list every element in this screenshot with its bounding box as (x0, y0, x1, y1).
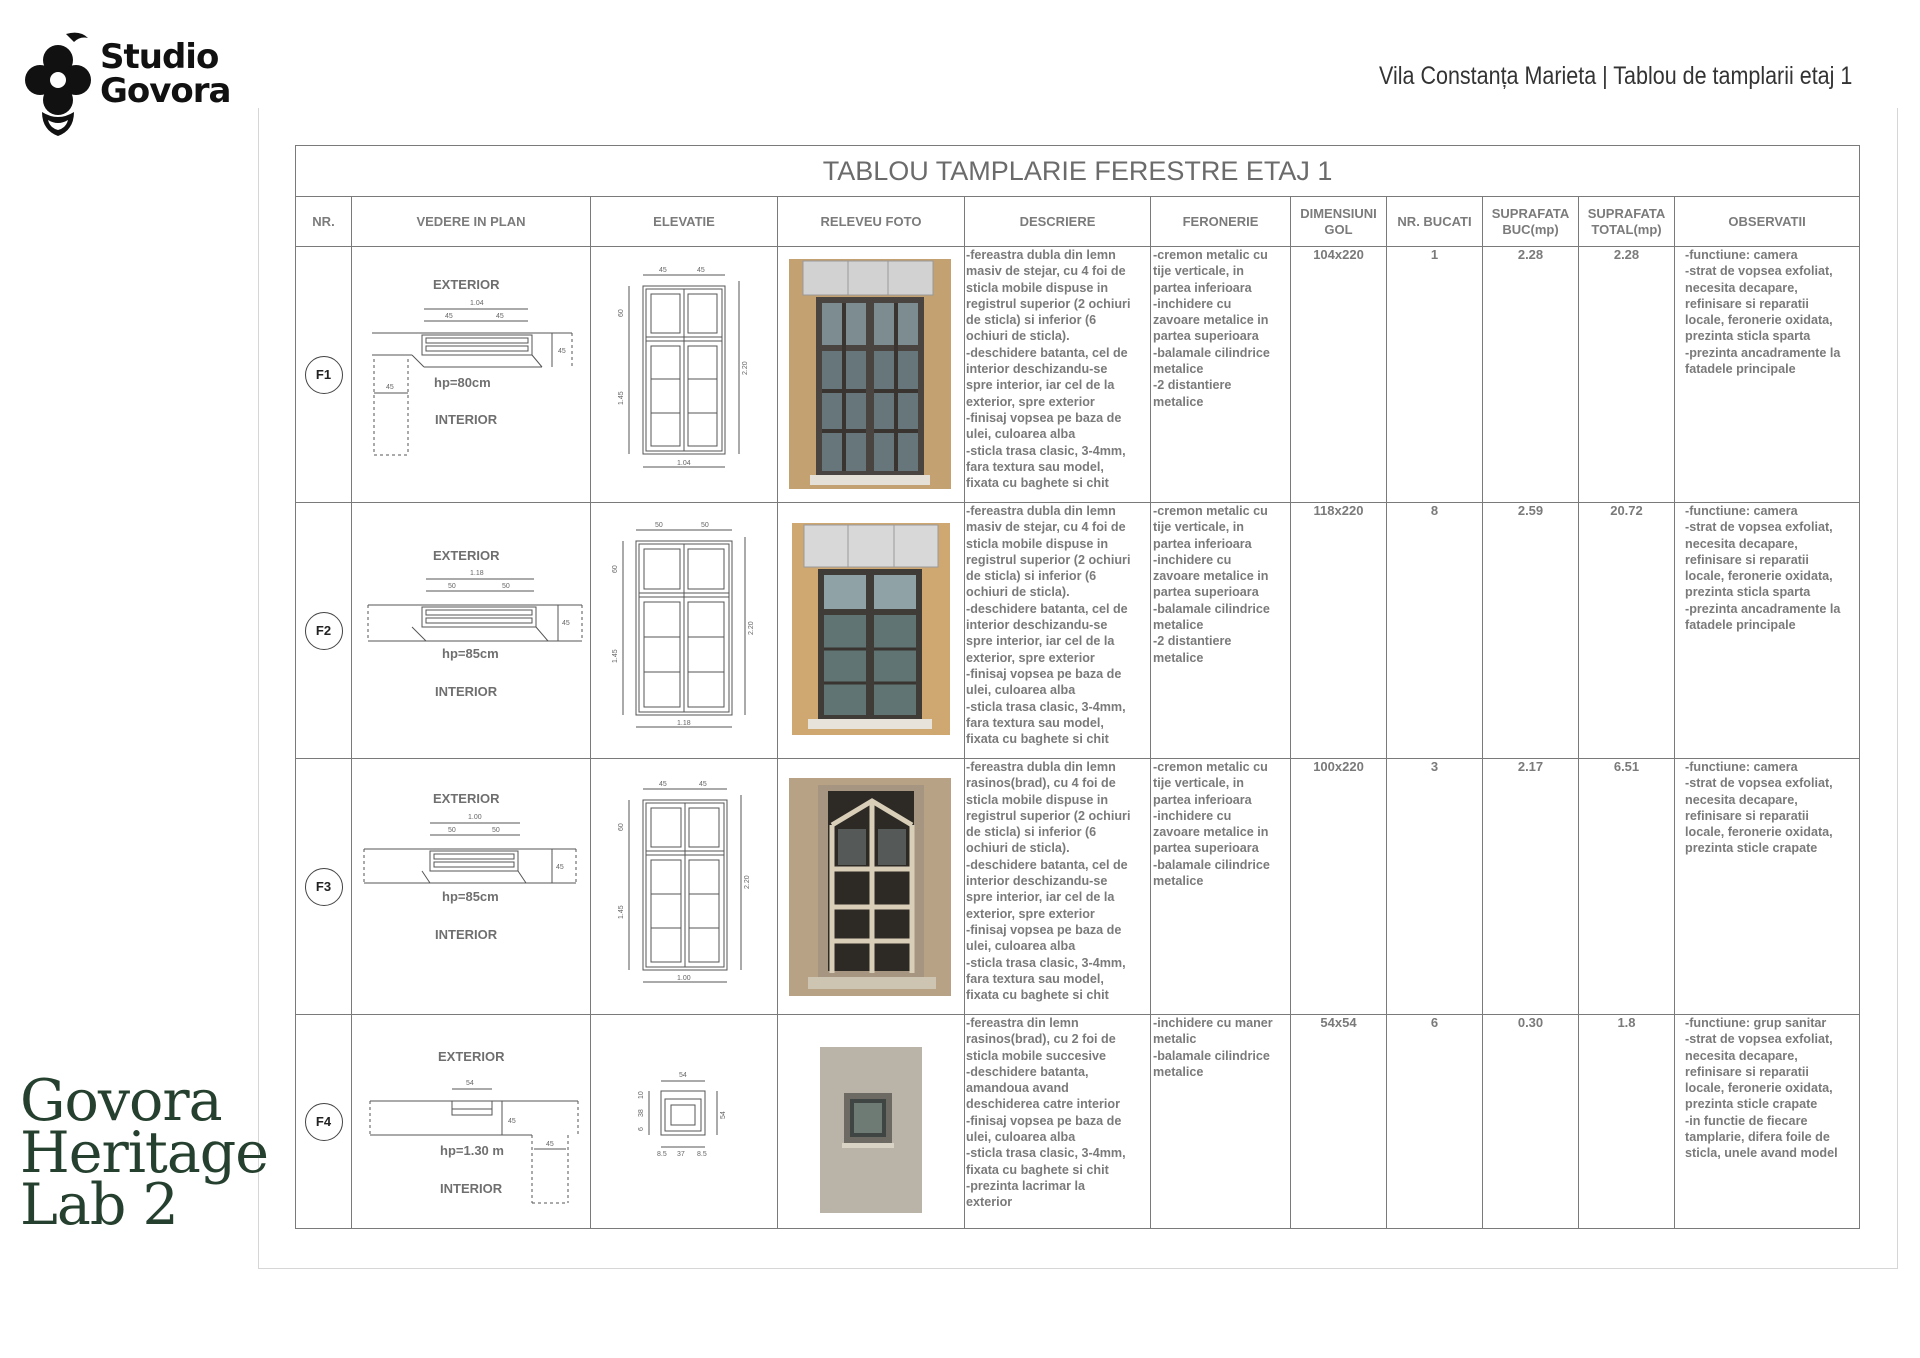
text-line: locale, feronerie oxidata, (1685, 569, 1833, 584)
text-line: partea superioara (1153, 841, 1259, 856)
table-header-row (296, 197, 1860, 247)
plan-exterior-label: EXTERIOR (433, 791, 500, 806)
text-line: -finisaj vopsea pe baza de (966, 922, 1122, 937)
hardware-cell (1151, 759, 1291, 1015)
row-id-badge: F1 (305, 356, 343, 394)
plan-hp-label: hp=80cm (434, 375, 491, 390)
area-unit-value: 2.17 (1483, 759, 1579, 1015)
dimensions-value: 54x54 (1291, 1015, 1387, 1229)
text-line: -functiune: camera (1685, 760, 1798, 774)
plan-dim-a: 50 (448, 583, 456, 590)
row-number-cell (296, 759, 352, 1015)
text-line: registrul superior (2 ochiuri (966, 552, 1131, 567)
dimensions-value: 100x220 (1291, 759, 1387, 1015)
text-line: locale, feronerie oxidata, (1685, 313, 1833, 328)
text-line: -deschidere batanta, cel de (966, 857, 1128, 872)
text-line: locale, feronerie oxidata, (1685, 825, 1833, 840)
text-line: -prezinta ancadramente la (1685, 345, 1841, 360)
elev-left-top: 60 (618, 823, 625, 831)
count-value: 6 (1387, 1015, 1483, 1229)
count-value: 3 (1387, 759, 1483, 1015)
elev-bottom-a: 8.5 (657, 1151, 667, 1158)
text-line: -balamale cilindrice (1153, 857, 1270, 872)
row-id-badge: F3 (305, 868, 343, 906)
observation-lines (1675, 247, 1859, 377)
text-line: registrul superior (2 ochiuri (966, 296, 1131, 311)
text-line: -fereastra din lemn (966, 1016, 1079, 1030)
lab-line2: Heritage (20, 1120, 269, 1186)
plan-dim-a: 50 (448, 827, 456, 834)
text-line: partea inferioara (1153, 792, 1252, 807)
text-line: -finisaj vopsea pe baza de (966, 666, 1122, 681)
text-line: metalice (1153, 650, 1204, 665)
description-lines (965, 759, 1150, 1003)
text-line: refinisare si reparatii (1685, 1064, 1809, 1079)
plan-view-cell (352, 503, 591, 759)
text-line: exterior (966, 1195, 1013, 1210)
text-line: necesita decapare, (1685, 280, 1798, 295)
elevation-drawing (591, 247, 778, 502)
elev-left-c: 6 (638, 1127, 645, 1131)
text-line: -sticla trasa clasic, 3-4mm, (966, 955, 1126, 970)
text-line: -cremon metalic cu (1153, 248, 1268, 262)
plan-interior-label: INTERIOR (435, 684, 498, 699)
text-line: interior deschizandu-se (966, 874, 1108, 889)
brand-name-line2: Govora (100, 71, 231, 111)
table-row (296, 1015, 1860, 1229)
text-line: interior deschizandu-se (966, 618, 1108, 633)
observations-cell (1675, 759, 1860, 1015)
text-line: -strat de vopsea exfoliat, (1685, 520, 1833, 535)
plan-hp-label: hp=85cm (442, 646, 499, 661)
text-line: prezinta sticle crapate (1685, 841, 1818, 856)
text-line: necesita decapare, (1685, 792, 1798, 807)
elev-left-bottom: 1.45 (612, 649, 619, 663)
text-line: partea inferioara (1153, 536, 1252, 551)
text-line: -balamale cilindrice (1153, 601, 1270, 616)
plan-hp-label: hp=1.30 m (440, 1143, 504, 1158)
elevation-drawing (591, 503, 778, 758)
hardware-cell (1151, 503, 1291, 759)
window-photo-f1 (778, 247, 965, 502)
text-line: -finisaj vopsea pe baza de (966, 1113, 1122, 1128)
header-dimensions: DIMENSIUNI GOL (1291, 197, 1387, 247)
plan-drawing (352, 1015, 591, 1228)
elev-left-bottom: 1.45 (618, 391, 625, 405)
text-line: zavoare metalice in (1153, 569, 1269, 584)
plan-exterior-label: EXTERIOR (438, 1049, 505, 1064)
elev-left-a: 10 (638, 1091, 645, 1099)
plan-dim-side: 45 (562, 620, 570, 627)
text-line: prezinta sticla sparta (1685, 585, 1811, 600)
text-line: masiv de stejar, cu 4 foi de (966, 264, 1126, 279)
row-id-badge: F2 (305, 612, 343, 650)
elev-top-b: 45 (699, 781, 707, 788)
text-line: -inchidere cu maner (1153, 1016, 1273, 1030)
window-photo-f2 (778, 503, 965, 758)
plan-dim-left: 45 (386, 384, 394, 391)
text-line: fara textura sau model, (966, 971, 1104, 986)
table-row (296, 503, 1860, 759)
text-line: necesita decapare, (1685, 536, 1798, 551)
elev-bottom: 1.18 (677, 720, 691, 727)
text-line: registrul superior (2 ochiuri (966, 808, 1131, 823)
plan-view-cell (352, 1015, 591, 1229)
hardware-cell (1151, 1015, 1291, 1229)
elev-top-b: 50 (701, 522, 709, 529)
elev-top-a: 45 (659, 267, 667, 274)
text-line: -functiune: camera (1685, 248, 1798, 262)
text-line: -fereastra dubla din lemn (966, 248, 1116, 262)
text-line: de sticla) si inferior (6 (966, 313, 1097, 328)
window-photo-f3 (778, 759, 965, 1014)
text-line: de sticla) si inferior (6 (966, 825, 1097, 840)
text-line: fixata cu baghete si chit (966, 1162, 1109, 1177)
text-line: metalice (1153, 618, 1204, 633)
plan-dim-b: 50 (492, 827, 500, 834)
text-line: ulei, culoarea alba (966, 1130, 1076, 1145)
elev-top: 54 (679, 1072, 687, 1079)
plan-view-cell (352, 247, 591, 503)
plan-interior-label: INTERIOR (440, 1181, 503, 1196)
plan-dim-total: 1.00 (468, 814, 482, 821)
text-line: tije verticale, in (1153, 264, 1244, 279)
header-nr: NR. (296, 197, 352, 247)
photo-cell (778, 503, 965, 759)
window-schedule-table (295, 145, 1860, 1229)
elevation-cell (591, 503, 778, 759)
plan-dim-a: 45 (445, 313, 453, 320)
text-line: refinisare si reparatii (1685, 808, 1809, 823)
elev-bottom: 1.00 (677, 975, 691, 982)
text-line: -finisaj vopsea pe baza de (966, 410, 1122, 425)
description-lines (965, 1015, 1150, 1211)
hardware-lines (1151, 759, 1290, 889)
dimensions-value: 104x220 (1291, 247, 1387, 503)
text-line: sticla, unele avand model (1685, 1146, 1838, 1161)
plan-view-cell (352, 759, 591, 1015)
text-line: prezinta sticle crapate (1685, 1097, 1818, 1112)
elevation-drawing (591, 1015, 778, 1228)
elev-right: 2.20 (742, 361, 749, 375)
hardware-lines (1151, 1015, 1290, 1080)
text-line: metalice (1153, 874, 1204, 889)
text-line: fixata cu baghete si chit (966, 476, 1109, 491)
text-line: -cremon metalic cu (1153, 760, 1268, 774)
plan-interior-label: INTERIOR (435, 412, 498, 427)
text-line: zavoare metalice in (1153, 825, 1269, 840)
plan-dim-right: 45 (546, 1141, 554, 1148)
plan-dim-side: 45 (556, 864, 564, 871)
text-line: -inchidere cu (1153, 296, 1232, 311)
plan-dim-b: 50 (502, 583, 510, 590)
lab-line3: Lab 2 (20, 1172, 178, 1238)
elev-left-bottom: 1.45 (618, 905, 625, 919)
header-plan: VEDERE IN PLAN (352, 197, 591, 247)
text-line: -cremon metalic cu (1153, 504, 1268, 518)
table-row (296, 247, 1860, 503)
text-line: -fereastra dubla din lemn (966, 504, 1116, 518)
description-cell (965, 759, 1151, 1015)
area-total-value: 2.28 (1579, 247, 1675, 503)
text-line: locale, feronerie oxidata, (1685, 1081, 1833, 1096)
text-line: -strat de vopsea exfoliat, (1685, 264, 1833, 279)
text-line: deschiderea catre interior (966, 1097, 1120, 1112)
elev-top-b: 45 (697, 267, 705, 274)
elevation-cell (591, 1015, 778, 1229)
header-count: NR. BUCATI (1387, 197, 1483, 247)
elev-left-top: 60 (612, 565, 619, 573)
text-line: -balamale cilindrice (1153, 1048, 1270, 1063)
area-total-value: 20.72 (1579, 503, 1675, 759)
text-line: sticla mobile dispuse in (966, 536, 1109, 551)
text-line: ulei, culoarea alba (966, 939, 1076, 954)
text-line: ochiuri de sticla). (966, 841, 1070, 856)
plan-exterior-label: EXTERIOR (433, 548, 500, 563)
elev-bottom-c: 8.5 (697, 1151, 707, 1158)
header-hardware: FERONERIE (1151, 197, 1291, 247)
text-line: -2 distantiere (1153, 378, 1232, 393)
text-line: partea inferioara (1153, 280, 1252, 295)
text-line: -sticla trasa clasic, 3-4mm, (966, 1146, 1126, 1161)
observation-lines (1675, 1015, 1859, 1162)
plan-dim-total: 54 (466, 1080, 474, 1087)
text-line: ochiuri de sticla). (966, 329, 1070, 344)
description-lines (965, 503, 1150, 747)
text-line: fatadele principale (1685, 618, 1796, 633)
count-value: 1 (1387, 247, 1483, 503)
text-line: partea superioara (1153, 329, 1259, 344)
lab-line1: Govora (20, 1068, 222, 1134)
text-line: ulei, culoarea alba (966, 427, 1076, 442)
header-observations: OBSERVATII (1675, 197, 1860, 247)
elev-left-b: 38 (638, 1109, 645, 1117)
flower-logo-icon (22, 30, 94, 145)
area-unit-value: 0.30 (1483, 1015, 1579, 1229)
text-line: metalice (1153, 394, 1204, 409)
plan-dim-side: 45 (558, 348, 566, 355)
text-line: exterior, spre exterior (966, 394, 1095, 409)
row-number-cell (296, 247, 352, 503)
text-line: sticla mobile dispuse in (966, 792, 1109, 807)
elev-top-a: 45 (659, 781, 667, 788)
document-title: Vila Constanța Marieta | Tablou de tamplarii etaj 1 (1378, 62, 1852, 90)
text-line: -sticla trasa clasic, 3-4mm, (966, 443, 1126, 458)
text-line: tije verticale, in (1153, 776, 1244, 791)
row-number-cell (296, 1015, 352, 1229)
text-line: sticla mobile succesive (966, 1048, 1107, 1063)
text-line: rasinos(brad), cu 2 foi de (966, 1032, 1116, 1047)
text-line: -sticla trasa clasic, 3-4mm, (966, 699, 1126, 714)
heritage-lab-wordmark (20, 1068, 269, 1238)
area-unit-value: 2.59 (1483, 503, 1579, 759)
header-elevation: ELEVATIE (591, 197, 778, 247)
text-line: -prezinta ancadramente la (1685, 601, 1841, 616)
header-description: DESCRIERE (965, 197, 1151, 247)
elev-top-a: 50 (655, 522, 663, 529)
text-line: spre interior, iar cel de la (966, 378, 1115, 393)
text-line: fara textura sau model, (966, 715, 1104, 730)
text-line: ochiuri de sticla). (966, 585, 1070, 600)
photo-cell (778, 1015, 965, 1229)
plan-dim-b: 45 (496, 313, 504, 320)
text-line: exterior, spre exterior (966, 650, 1095, 665)
observation-lines (1675, 759, 1859, 857)
text-line: necesita decapare, (1685, 1048, 1798, 1063)
studio-govora-logo (22, 30, 232, 145)
description-cell (965, 1015, 1151, 1229)
text-line: -strat de vopsea exfoliat, (1685, 776, 1833, 791)
table-row (296, 759, 1860, 1015)
text-line: zavoare metalice in (1153, 313, 1269, 328)
elevation-cell (591, 247, 778, 503)
text-line: refinisare si reparatii (1685, 552, 1809, 567)
plan-dim-total: 1.04 (470, 300, 484, 307)
elevation-cell (591, 759, 778, 1015)
area-total-value: 6.51 (1579, 759, 1675, 1015)
elev-bottom: 1.04 (677, 460, 691, 467)
description-lines (965, 247, 1150, 491)
text-line: de sticla) si inferior (6 (966, 569, 1097, 584)
observations-cell (1675, 247, 1860, 503)
text-line: interior deschizandu-se (966, 362, 1108, 377)
text-line: -strat de vopsea exfoliat, (1685, 1032, 1833, 1047)
elev-left-top: 60 (618, 309, 625, 317)
hardware-cell (1151, 247, 1291, 503)
dimensions-value: 118x220 (1291, 503, 1387, 759)
description-cell (965, 247, 1151, 503)
text-line: fixata cu baghete si chit (966, 732, 1109, 747)
text-line: fixata cu baghete si chit (966, 988, 1109, 1003)
text-line: masiv de stejar, cu 4 foi de (966, 520, 1126, 535)
text-line: -deschidere batanta, (966, 1064, 1089, 1079)
text-line: spre interior, iar cel de la (966, 890, 1115, 905)
text-line: partea superioara (1153, 585, 1259, 600)
text-line: fatadele principale (1685, 362, 1796, 377)
text-line: -inchidere cu (1153, 552, 1232, 567)
text-line: tije verticale, in (1153, 520, 1244, 535)
observations-cell (1675, 1015, 1860, 1229)
photo-cell (778, 759, 965, 1015)
text-line: -balamale cilindrice (1153, 345, 1270, 360)
text-line: fara textura sau model, (966, 459, 1104, 474)
area-unit-value: 2.28 (1483, 247, 1579, 503)
text-line: tamplarie, difera foile de (1685, 1130, 1830, 1145)
elev-bottom-b: 37 (677, 1151, 685, 1158)
area-total-value: 1.8 (1579, 1015, 1675, 1229)
text-line: -deschidere batanta, cel de (966, 601, 1128, 616)
text-line: amandoua avand (966, 1081, 1069, 1096)
text-line: -2 distantiere (1153, 634, 1232, 649)
text-line: -deschidere batanta, cel de (966, 345, 1128, 360)
text-line: -fereastra dubla din lemn (966, 760, 1116, 774)
text-line: rasinos(brad), cu 4 foi de (966, 776, 1116, 791)
plan-dim-total: 1.18 (470, 570, 484, 577)
elev-right: 2.20 (748, 621, 755, 635)
text-line: -functiune: camera (1685, 504, 1798, 518)
plan-interior-label: INTERIOR (435, 927, 498, 942)
header-area-total: SUPRAFATA TOTAL(mp) (1579, 197, 1675, 247)
row-number-cell (296, 503, 352, 759)
text-line: exterior, spre exterior (966, 906, 1095, 921)
text-line: -inchidere cu (1153, 808, 1232, 823)
text-line: refinisare si reparatii (1685, 296, 1809, 311)
text-line: -in functie de fiecare (1685, 1113, 1808, 1128)
plan-drawing (352, 503, 591, 758)
count-value: 8 (1387, 503, 1483, 759)
plan-exterior-label: EXTERIOR (433, 277, 500, 292)
row-id-badge: F4 (305, 1103, 343, 1141)
plan-dim-side: 45 (508, 1118, 516, 1125)
text-line: prezinta sticla sparta (1685, 329, 1811, 344)
text-line: metalic (1153, 1032, 1197, 1047)
text-line: metalice (1153, 1064, 1204, 1079)
header-photo: RELEVEU FOTO (778, 197, 965, 247)
header-area-unit: SUPRAFATA BUC(mp) (1483, 197, 1579, 247)
elevation-drawing (591, 759, 778, 1014)
elev-right: 2.20 (744, 875, 751, 889)
text-line: -functiune: grup sanitar (1685, 1016, 1827, 1030)
hardware-lines (1151, 503, 1290, 666)
brand-name-line1: Studio (100, 37, 219, 77)
observations-cell (1675, 503, 1860, 759)
observation-lines (1675, 503, 1859, 633)
text-line: sticla mobile dispuse in (966, 280, 1109, 295)
text-line: spre interior, iar cel de la (966, 634, 1115, 649)
text-line: metalice (1153, 362, 1204, 377)
photo-cell (778, 247, 965, 503)
window-photo-f4 (778, 1015, 965, 1228)
elev-right: 54 (720, 1111, 727, 1119)
plan-hp-label: hp=85cm (442, 889, 499, 904)
text-line: -prezinta lacrimar la (966, 1178, 1085, 1193)
table-title: TABLOU TAMPLARIE FERESTRE ETAJ 1 (296, 146, 1860, 197)
text-line: ulei, culoarea alba (966, 683, 1076, 698)
hardware-lines (1151, 247, 1290, 410)
description-cell (965, 503, 1151, 759)
